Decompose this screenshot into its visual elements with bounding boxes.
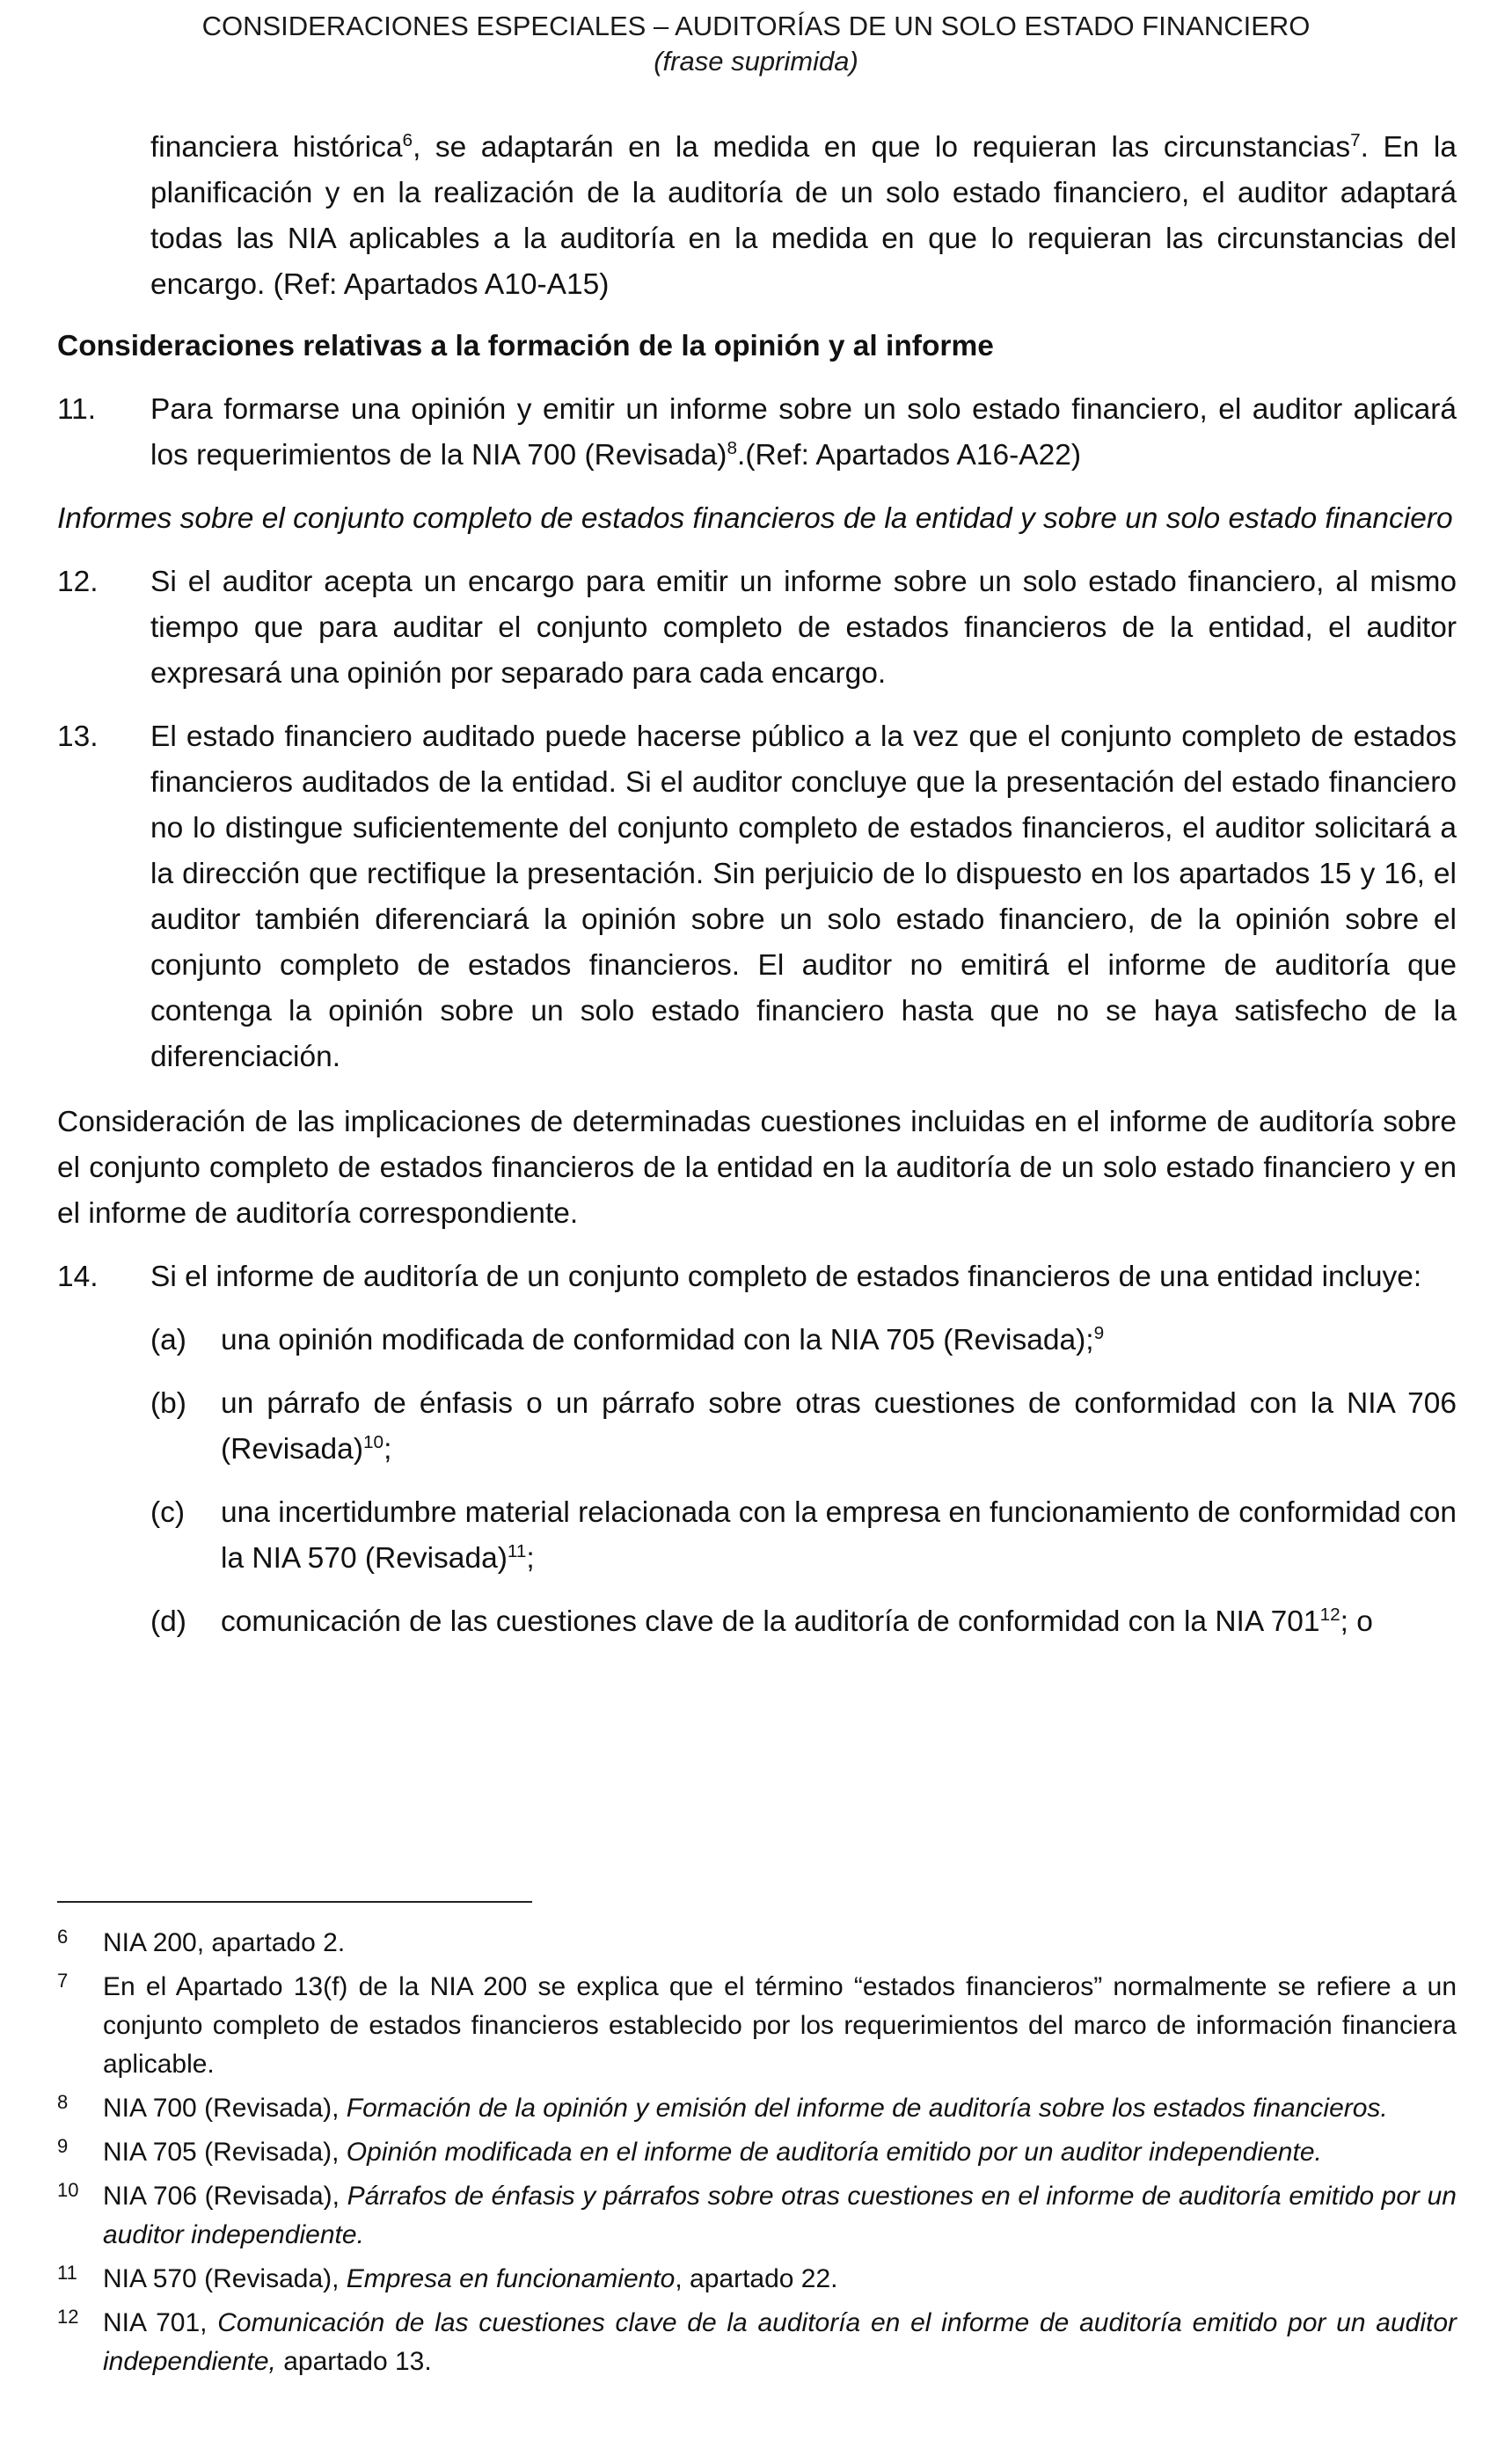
main-content <box>57 125 1457 1645</box>
list-item-text <box>221 1381 1457 1473</box>
section-heading-opinion: Consideraciones relativas a la formación de la opinión y al informe <box>57 330 994 362</box>
text-run: NIA 200, apartado 2. <box>103 1928 346 1957</box>
italic-run: Comunicación de las cuestiones clave de la auditoría en el informe de auditoría emitido por un auditor independiente, <box>103 2308 1457 2376</box>
list-item-c <box>150 1490 1457 1582</box>
footnote-text <box>103 2304 1457 2381</box>
list-item-b <box>150 1381 1457 1473</box>
footnote-12 <box>57 2304 1457 2381</box>
footnote-11 <box>57 2260 1457 2299</box>
section-heading-informes: Informes sobre el conjunto completo de estados financieros de la entidad y sobre un solo estado financiero <box>57 502 1453 535</box>
footnote-separator <box>57 1901 532 1903</box>
header-title: CONSIDERACIONES ESPECIALES – AUDITORÍAS DE UN SOLO ESTADO FINANCIERO <box>201 11 1311 41</box>
numbered-paragraph-11 <box>57 387 1457 479</box>
header-subtitle: (frase suprimida) <box>654 46 858 77</box>
footnote-text <box>103 1968 1457 2084</box>
footnote-ref[interactable]: 7 <box>1350 129 1361 150</box>
italic-run: Párrafos de énfasis y párrafos sobre otras cuestiones en el informe de auditoría emitido por un auditor independiente. <box>103 2182 1457 2249</box>
footnote-text <box>103 2133 1457 2172</box>
sub-list <box>150 1318 1457 1645</box>
list-item-text <box>221 1318 1457 1364</box>
numbered-paragraph-12 <box>57 559 1457 697</box>
text-run: un párrafo de énfasis o un párrafo sobre otras cuestiones de conformidad con la NIA 706 (Revisada) <box>221 1387 1457 1466</box>
paragraph-body: Si el auditor acepta un encargo para emitir un informe sobre un solo estado financiero, al mismo tiempo que para auditar el conjunto completo de estados financieros de la entidad, el auditor expresará una opinión por separado para cada encargo. <box>150 566 1457 690</box>
footnote-number: 7 <box>57 1970 69 1992</box>
text-run: NIA 701, <box>103 2308 218 2337</box>
footnote-number: 6 <box>57 1926 69 1948</box>
section-heading-consideracion: Consideración de las implicaciones de determinadas cuestiones incluidas en el informe de auditoría sobre el conjunto completo de estados financieros de la entidad en la auditoría de un solo estado financiero y en el informe de auditoría correspondiente. <box>57 1106 1457 1230</box>
footnote-text <box>103 1924 1457 1963</box>
paragraph-number: 13. <box>57 720 99 753</box>
footnote-ref[interactable]: 12 <box>1319 1604 1340 1625</box>
footnote-10 <box>57 2177 1457 2255</box>
paragraph-number: 12. <box>57 566 99 598</box>
footnote-text <box>103 2260 1457 2299</box>
footnote-ref[interactable]: 9 <box>1093 1322 1105 1343</box>
text-run: una incertidumbre material relacionada con la empresa en funcionamiento de conformidad con la NIA 570 (Revisada) <box>221 1496 1457 1575</box>
text-run: financiera histórica <box>150 131 403 164</box>
paragraph-number: 14. <box>57 1261 99 1293</box>
running-header <box>0 9 1512 79</box>
list-item-text <box>221 1599 1457 1645</box>
list-item-a <box>150 1318 1457 1364</box>
italic-run: Opinión modificada en el informe de auditoría emitido por un auditor independiente. <box>346 2138 1322 2167</box>
text-run: NIA 700 (Revisada), <box>103 2094 347 2123</box>
text-run: NIA 705 (Revisada), <box>103 2138 347 2167</box>
italic-run: Empresa en funcionamiento <box>346 2264 676 2293</box>
footnote-text <box>103 2177 1457 2255</box>
footnote-ref[interactable]: 11 <box>507 1540 527 1561</box>
continued-paragraph <box>150 125 1457 308</box>
text-run: En el Apartado 13(f) de la NIA 200 se explica que el término “estados financieros” normalmente se refiere a un conjunto completo de estados financieros establecido por los requerimientos del marco de información financiera aplicable. <box>103 1972 1457 2079</box>
text-run: comunicación de las cuestiones clave de la auditoría de conformidad con la NIA 701 <box>221 1605 1320 1638</box>
footnote-9 <box>57 2133 1457 2172</box>
text-run: ; <box>383 1433 392 1466</box>
text-run: ; o <box>1340 1605 1373 1638</box>
list-item-text <box>221 1490 1457 1582</box>
footnote-text <box>103 2089 1457 2128</box>
footnote-ref[interactable]: 8 <box>727 437 738 458</box>
footnote-number: 9 <box>57 2135 69 2157</box>
text-run: una opinión modificada de conformidad con la NIA 705 (Revisada); <box>221 1324 1094 1356</box>
text-run: .(Ref: Apartados A16-A22) <box>737 439 1082 472</box>
footnotes <box>57 1924 1457 2387</box>
text-run: , apartado 22. <box>675 2264 838 2293</box>
text-run: apartado 13. <box>275 2347 432 2376</box>
paragraph-body <box>150 387 1457 479</box>
footnote-7 <box>57 1968 1457 2084</box>
footnote-8 <box>57 2089 1457 2128</box>
italic-run: Formación de la opinión y emisión del informe de auditoría sobre los estados financieros. <box>346 2094 1388 2123</box>
text-run: NIA 570 (Revisada), <box>103 2264 347 2293</box>
paragraph-body: Si el informe de auditoría de un conjunto completo de estados financieros de una entidad incluye: <box>150 1261 1422 1293</box>
footnote-number: 10 <box>57 2179 79 2201</box>
text-run: . En la planificación y en la realización de la auditoría de un solo estado financiero, el auditor adaptará todas las NIA aplicables a la auditoría en la medida en que lo requieran las circunstancias del encargo. (Ref: Apartados A10-A15) <box>150 131 1457 301</box>
list-letter: (a) <box>150 1324 186 1356</box>
list-item-d <box>150 1599 1457 1645</box>
footnote-ref[interactable]: 6 <box>402 129 413 150</box>
paragraph-body: El estado financiero auditado puede hacerse público a la vez que el conjunto completo de estados financieros auditados de la entidad. Si el auditor concluye que la presentación del estado financiero no lo distingue suficientemente del conjunto completo de estados financieros, el auditor solicitará a la dirección que rectifique la presentación. Sin perjuicio de lo dispuesto en los apartados 15 y 16, el auditor también diferenciará la opinión sobre un solo estado financiero, de la opinión sobre el conjunto completo de estados financieros. El auditor no emitirá el informe de auditoría que contenga la opinión sobre un solo estado financiero hasta que no se haya satisfecho de la diferenciación. <box>150 720 1457 1073</box>
footnote-6 <box>57 1924 1457 1963</box>
text-run: NIA 706 (Revisada), <box>103 2182 347 2211</box>
list-letter: (d) <box>150 1605 186 1638</box>
footnote-number: 11 <box>57 2262 77 2284</box>
footnote-number: 8 <box>57 2091 69 2113</box>
footnote-ref[interactable]: 10 <box>362 1431 384 1452</box>
paragraph-number: 11. <box>57 393 97 426</box>
footnote-number: 12 <box>57 2306 79 2328</box>
text-run: ; <box>526 1542 535 1575</box>
list-letter: (c) <box>150 1496 186 1529</box>
text-run: , se adaptarán en la medida en que lo requieran las circunstancias <box>413 131 1351 164</box>
text-run: Para formarse una opinión y emitir un informe sobre un solo estado financiero, el auditor aplicará los requerimientos de la NIA 700 (Revisada) <box>150 393 1457 472</box>
numbered-paragraph-14 <box>57 1254 1457 1300</box>
list-letter: (b) <box>150 1387 186 1420</box>
numbered-paragraph-13 <box>57 714 1457 1080</box>
